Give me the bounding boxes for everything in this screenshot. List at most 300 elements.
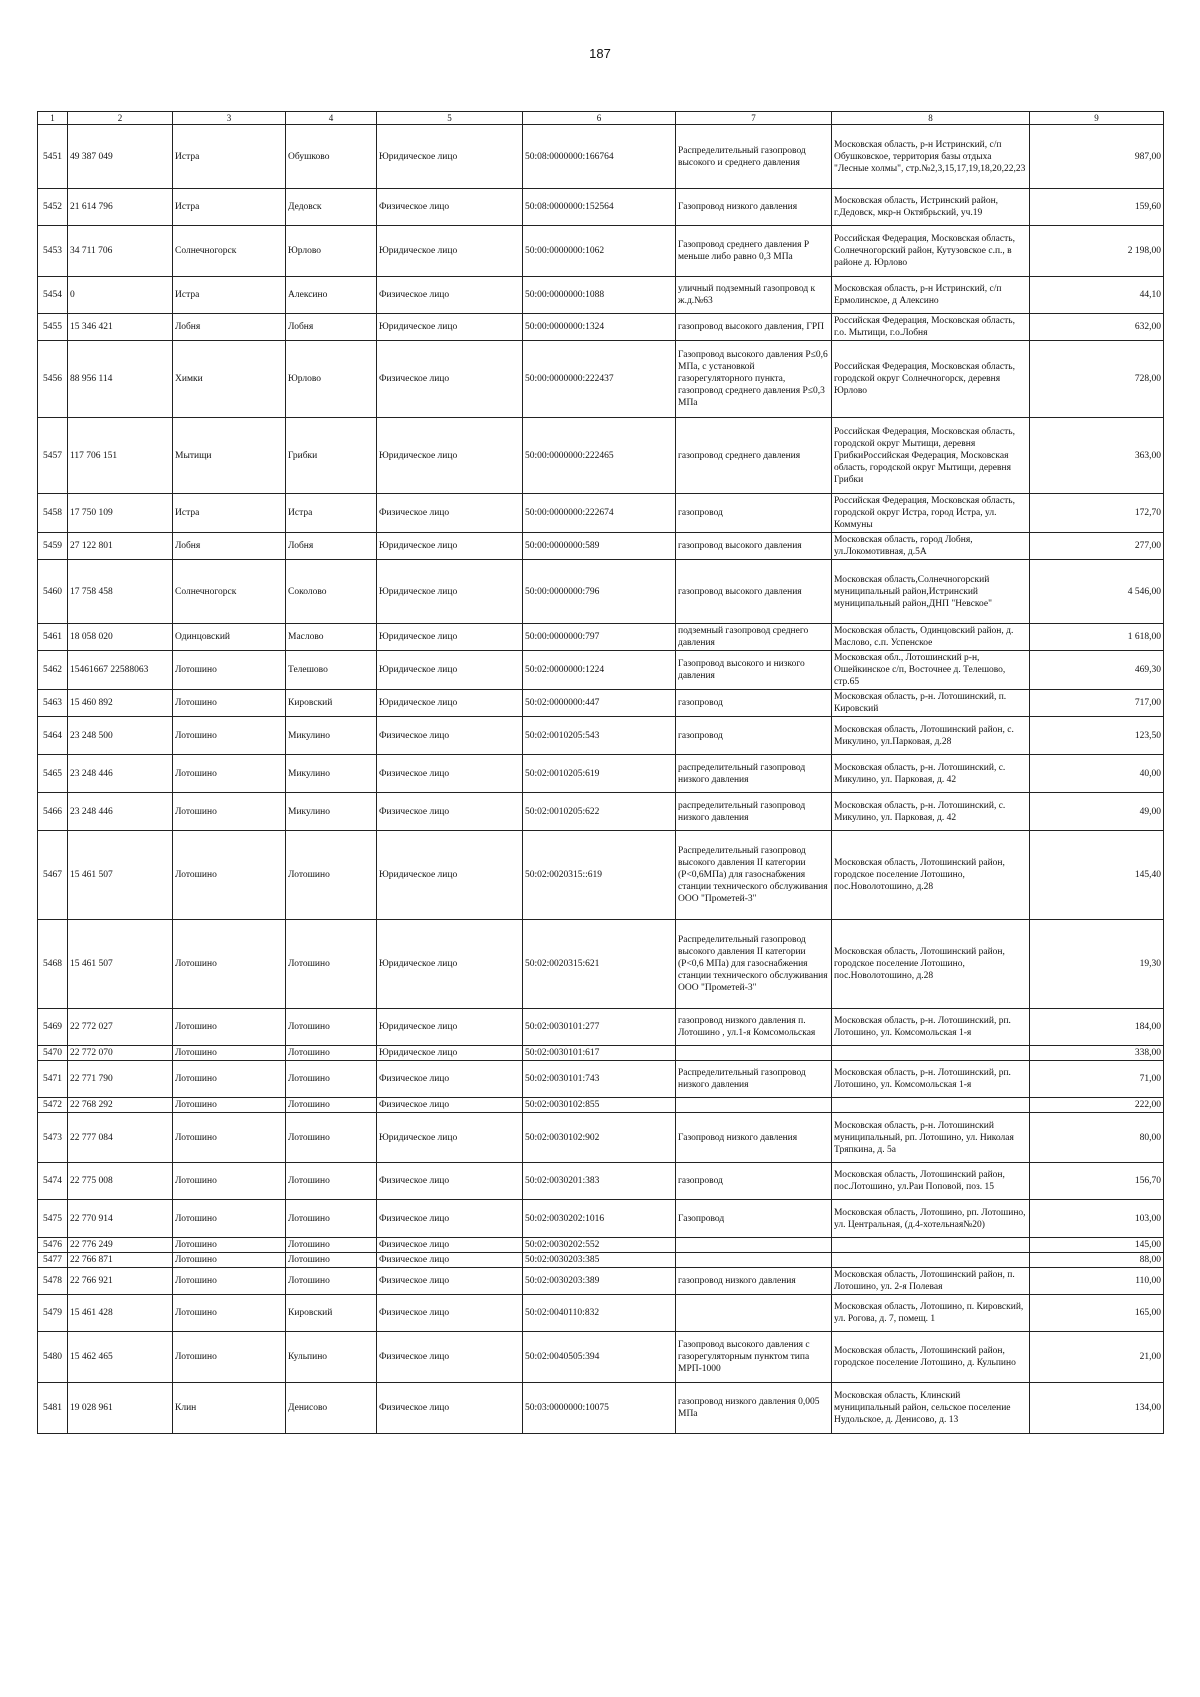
municipality-cell: Солнечногорск (173, 226, 286, 277)
owner-type-cell: Физическое лицо (377, 1383, 523, 1434)
cadastral-number-cell: 50:00:0000000:796 (523, 560, 676, 624)
municipality-cell: Химки (173, 341, 286, 418)
object-length-cell: 21,00 (1030, 1332, 1164, 1383)
municipality-cell: Лобня (173, 314, 286, 341)
owner-type-cell: Физическое лицо (377, 494, 523, 533)
municipality-cell: Лотошино (173, 1200, 286, 1238)
object-id-cell: 22 771 790 (68, 1061, 173, 1098)
municipality-cell: Лотошино (173, 1113, 286, 1163)
row-number-cell: 5469 (38, 1009, 68, 1046)
row-number-cell: 5456 (38, 341, 68, 418)
settlement-cell: Лотошино (286, 1268, 377, 1295)
owner-type-cell: Юридическое лицо (377, 418, 523, 494)
cadastral-number-cell: 50:02:0030101:743 (523, 1061, 676, 1098)
object-description-cell: газопровод высокого давления (676, 533, 832, 560)
object-length-cell: 172,70 (1030, 494, 1164, 533)
cadastral-number-cell: 50:02:0030201:383 (523, 1163, 676, 1200)
cadastral-number-cell: 50:02:0010205:619 (523, 755, 676, 793)
table-row (38, 1268, 1164, 1295)
object-description-cell: уличный подземный газопровод к ж.д.№63 (676, 277, 832, 314)
object-address-cell: Российская Федерация, Московская область, городской округ Солнечногорск, деревня Юрлово (832, 341, 1030, 418)
settlement-cell: Маслово (286, 624, 377, 651)
object-address-cell: Московская область, Лотошинский район, городское поселение Лотошино, д. Кульпино (832, 1332, 1030, 1383)
cadastral-number-cell: 50:02:0010205:622 (523, 793, 676, 831)
cadastral-number-cell: 50:00:0000000:222437 (523, 341, 676, 418)
object-description-cell: Газопровод высокого давления Р≤0,6 МПа, с установкой газорегуляторного пункта, газопровод среднего давления Р≤0,3 МПа (676, 341, 832, 418)
settlement-cell: Лотошино (286, 1163, 377, 1200)
municipality-cell: Лотошино (173, 1163, 286, 1200)
cadastral-number-cell: 50:02:0030203:389 (523, 1268, 676, 1295)
settlement-cell: Микулино (286, 717, 377, 755)
cadastral-number-cell: 50:02:0040505:394 (523, 1332, 676, 1383)
settlement-cell: Кировский (286, 1295, 377, 1332)
municipality-cell: Лотошино (173, 1268, 286, 1295)
object-description-cell: Распределительный газопровод высокого давления II категории (Р<0,6 МПа) для газоснабжения станции технического обслуживания ООО "Прометей-3" (676, 920, 832, 1009)
settlement-cell: Юрлово (286, 226, 377, 277)
object-address-cell (832, 1046, 1030, 1061)
object-id-cell: 22 770 914 (68, 1200, 173, 1238)
object-address-cell: Московская область,Солнечногорский муниципальный район,Истринский муниципальный район,ДНП "Невское" (832, 560, 1030, 624)
object-length-cell: 156,70 (1030, 1163, 1164, 1200)
object-address-cell: Российская Федерация, Московская область, городской округ Истра, город Истра, ул. Коммуны (832, 494, 1030, 533)
municipality-cell: Лотошино (173, 1295, 286, 1332)
object-id-cell: 88 956 114 (68, 341, 173, 418)
table-row (38, 560, 1164, 624)
cadastral-number-cell: 50:00:0000000:222465 (523, 418, 676, 494)
owner-type-cell: Физическое лицо (377, 793, 523, 831)
object-id-cell: 22 772 027 (68, 1009, 173, 1046)
row-number-cell: 5474 (38, 1163, 68, 1200)
settlement-cell: Дедовск (286, 189, 377, 226)
row-number-cell: 5451 (38, 125, 68, 189)
object-address-cell (832, 1238, 1030, 1253)
table-row (38, 755, 1164, 793)
object-address-cell: Московская область, Лотошино, п. Кировский, ул. Рогова, д. 7, помещ. 1 (832, 1295, 1030, 1332)
municipality-cell: Лотошино (173, 920, 286, 1009)
municipality-cell: Мытищи (173, 418, 286, 494)
object-address-cell: Московская область, Лотошинский район, городское поселение Лотошино, пос.Новолотошино, д.28 (832, 920, 1030, 1009)
object-address-cell: Московская область, р-н. Лотошинский, рп. Лотошино, ул. Комсомольская 1-я (832, 1009, 1030, 1046)
municipality-cell: Истра (173, 494, 286, 533)
cadastral-number-cell: 50:02:0030202:1016 (523, 1200, 676, 1238)
cadastral-number-cell: 50:00:0000000:1088 (523, 277, 676, 314)
column-header: 4 (286, 112, 377, 125)
municipality-cell: Лотошино (173, 1238, 286, 1253)
table-row (38, 1253, 1164, 1268)
cadastral-number-cell: 50:03:0000000:10075 (523, 1383, 676, 1434)
object-id-cell: 17 758 458 (68, 560, 173, 624)
table-row (38, 793, 1164, 831)
object-description-cell: распределительный газопровод низкого давления (676, 755, 832, 793)
cadastral-number-cell: 50:08:0000000:166764 (523, 125, 676, 189)
row-number-cell: 5453 (38, 226, 68, 277)
cadastral-number-cell: 50:02:0020315::619 (523, 831, 676, 920)
table-row (38, 1383, 1164, 1434)
cadastral-number-cell: 50:02:0040110:832 (523, 1295, 676, 1332)
cadastral-number-cell: 50:02:0030101:617 (523, 1046, 676, 1061)
object-description-cell: газопровод низкого давления 0,005 МПа (676, 1383, 832, 1434)
table-row (38, 341, 1164, 418)
object-length-cell: 40,00 (1030, 755, 1164, 793)
column-header: 7 (676, 112, 832, 125)
row-number-cell: 5479 (38, 1295, 68, 1332)
object-description-cell: Газопровод (676, 1200, 832, 1238)
object-address-cell: Московская область, Лотошинский район, п. Лотошино, ул. 2-я Полевая (832, 1268, 1030, 1295)
column-header: 8 (832, 112, 1030, 125)
row-number-cell: 5463 (38, 690, 68, 717)
object-id-cell: 19 028 961 (68, 1383, 173, 1434)
owner-type-cell: Юридическое лицо (377, 690, 523, 717)
table-row (38, 314, 1164, 341)
owner-type-cell: Юридическое лицо (377, 651, 523, 690)
object-id-cell: 15 461 507 (68, 831, 173, 920)
object-id-cell: 23 248 500 (68, 717, 173, 755)
table-row (38, 1238, 1164, 1253)
object-address-cell: Российская Федерация, Московская область, городской округ Мытищи, деревня ГрибкиРоссийская Федерация, Московская область, городской округ Мытищи, деревня Грибки (832, 418, 1030, 494)
table-row (38, 1163, 1164, 1200)
cadastral-number-cell: 50:02:0010205:543 (523, 717, 676, 755)
registry-body (38, 125, 1164, 1434)
table-row (38, 1295, 1164, 1332)
owner-type-cell: Физическое лицо (377, 755, 523, 793)
object-length-cell: 145,00 (1030, 1238, 1164, 1253)
object-length-cell: 987,00 (1030, 125, 1164, 189)
row-number-cell: 5471 (38, 1061, 68, 1098)
row-number-cell: 5466 (38, 793, 68, 831)
object-id-cell: 34 711 706 (68, 226, 173, 277)
column-header: 2 (68, 112, 173, 125)
row-number-cell: 5462 (38, 651, 68, 690)
cadastral-number-cell: 50:00:0000000:1062 (523, 226, 676, 277)
object-length-cell: 1 618,00 (1030, 624, 1164, 651)
cadastral-number-cell: 50:02:0000000:447 (523, 690, 676, 717)
owner-type-cell: Физическое лицо (377, 1295, 523, 1332)
object-description-cell (676, 1046, 832, 1061)
municipality-cell: Лотошино (173, 1046, 286, 1061)
object-description-cell: газопровод низкого давления п. Лотошино , ул.1-я Комсомольская (676, 1009, 832, 1046)
object-id-cell: 22 772 070 (68, 1046, 173, 1061)
object-address-cell: Московская область, Истринский район, г.Дедовск, мкр-н Октябрьский, уч.19 (832, 189, 1030, 226)
object-description-cell (676, 1098, 832, 1113)
table-row (38, 717, 1164, 755)
table-row (38, 1061, 1164, 1098)
table-row (38, 189, 1164, 226)
object-id-cell: 22 768 292 (68, 1098, 173, 1113)
object-address-cell (832, 1098, 1030, 1113)
table-row (38, 533, 1164, 560)
object-length-cell: 277,00 (1030, 533, 1164, 560)
object-length-cell: 49,00 (1030, 793, 1164, 831)
object-length-cell: 363,00 (1030, 418, 1164, 494)
owner-type-cell: Юридическое лицо (377, 920, 523, 1009)
object-address-cell: Московская область, р-н. Лотошинский, с. Микулино, ул. Парковая, д. 42 (832, 755, 1030, 793)
municipality-cell: Лотошино (173, 1061, 286, 1098)
settlement-cell: Обушково (286, 125, 377, 189)
settlement-cell: Алексино (286, 277, 377, 314)
owner-type-cell: Физическое лицо (377, 1098, 523, 1113)
settlement-cell: Лотошино (286, 1253, 377, 1268)
object-description-cell: газопровод (676, 690, 832, 717)
owner-type-cell: Юридическое лицо (377, 125, 523, 189)
row-number-cell: 5460 (38, 560, 68, 624)
settlement-cell: Лотошино (286, 1200, 377, 1238)
row-number-cell: 5464 (38, 717, 68, 755)
object-length-cell: 184,00 (1030, 1009, 1164, 1046)
object-description-cell (676, 1253, 832, 1268)
municipality-cell: Истра (173, 125, 286, 189)
object-id-cell: 22 766 871 (68, 1253, 173, 1268)
object-id-cell: 23 248 446 (68, 793, 173, 831)
row-number-cell: 5470 (38, 1046, 68, 1061)
cadastral-number-cell: 50:00:0000000:1324 (523, 314, 676, 341)
table-row (38, 277, 1164, 314)
object-length-cell: 103,00 (1030, 1200, 1164, 1238)
table-row (38, 1332, 1164, 1383)
object-description-cell (676, 1295, 832, 1332)
object-address-cell: Московская область, Лотошино, рп. Лотошино, ул. Центральная, (д.4-хотельная№20) (832, 1200, 1030, 1238)
table-row (38, 1046, 1164, 1061)
owner-type-cell: Физическое лицо (377, 1238, 523, 1253)
cadastral-number-cell: 50:02:0000000:1224 (523, 651, 676, 690)
settlement-cell: Микулино (286, 755, 377, 793)
row-number-cell: 5476 (38, 1238, 68, 1253)
object-id-cell: 15 461 507 (68, 920, 173, 1009)
column-header: 3 (173, 112, 286, 125)
row-number-cell: 5468 (38, 920, 68, 1009)
object-description-cell: Распределительный газопровод высокого давления II категории (Р<0,6МПа) для газоснабжения станции технического обслуживания ООО "Прометей-3" (676, 831, 832, 920)
object-description-cell: газопровод высокого давления (676, 560, 832, 624)
row-number-cell: 5478 (38, 1268, 68, 1295)
settlement-cell: Лотошино (286, 1098, 377, 1113)
settlement-cell: Телешово (286, 651, 377, 690)
object-id-cell: 117 706 151 (68, 418, 173, 494)
owner-type-cell: Физическое лицо (377, 189, 523, 226)
owner-type-cell: Физическое лицо (377, 277, 523, 314)
object-length-cell: 44,10 (1030, 277, 1164, 314)
settlement-cell: Соколово (286, 560, 377, 624)
row-number-cell: 5467 (38, 831, 68, 920)
object-description-cell: газопровод среднего давления (676, 418, 832, 494)
object-description-cell: газопровод низкого давления (676, 1268, 832, 1295)
settlement-cell: Лотошино (286, 1061, 377, 1098)
object-id-cell: 49 387 049 (68, 125, 173, 189)
object-address-cell: Московская область, Клинский муниципальный район, сельское поселение Нудольское, д. Денисово, д. 13 (832, 1383, 1030, 1434)
object-address-cell: Московская область, Лотошинский район, с. Микулино, ул.Парковая, д.28 (832, 717, 1030, 755)
object-address-cell: Московская обл., Лотошинский р-н, Ошейкинское с/п, Восточнее д. Телешово, стр.65 (832, 651, 1030, 690)
registry-table (37, 111, 1164, 1434)
object-address-cell: Московская область, Лотошинский район, городское поселение Лотошино, пос.Новолотошино, д.28 (832, 831, 1030, 920)
cadastral-number-cell: 50:02:0030102:902 (523, 1113, 676, 1163)
object-address-cell: Московская область, р-н Истринский, с/п Ермолинское, д Алексино (832, 277, 1030, 314)
object-address-cell: Московская область, Лотошинский район, пос.Лотошино, ул.Раи Поповой, поз. 15 (832, 1163, 1030, 1200)
table-row (38, 920, 1164, 1009)
column-header: 5 (377, 112, 523, 125)
table-row (38, 624, 1164, 651)
owner-type-cell: Юридическое лицо (377, 533, 523, 560)
row-number-cell: 5473 (38, 1113, 68, 1163)
row-number-cell: 5481 (38, 1383, 68, 1434)
table-row (38, 1009, 1164, 1046)
settlement-cell: Лотошино (286, 831, 377, 920)
object-length-cell: 469,30 (1030, 651, 1164, 690)
object-description-cell: Распределительный газопровод высокого и среднего давления (676, 125, 832, 189)
cadastral-number-cell: 50:00:0000000:589 (523, 533, 676, 560)
cadastral-number-cell: 50:00:0000000:797 (523, 624, 676, 651)
municipality-cell: Лотошино (173, 793, 286, 831)
object-id-cell: 27 122 801 (68, 533, 173, 560)
object-address-cell: Московская область, р-н. Лотошинский, с. Микулино, ул. Парковая, д. 42 (832, 793, 1030, 831)
table-row (38, 1113, 1164, 1163)
object-address-cell: Московская область, р-н Истринский, с/п Обушковское, территория базы отдыха "Лесные холмы", стр.№2,3,15,17,19,18,20,22,23 (832, 125, 1030, 189)
row-number-cell: 5472 (38, 1098, 68, 1113)
row-number-cell: 5452 (38, 189, 68, 226)
object-id-cell: 15 461 428 (68, 1295, 173, 1332)
header-row (38, 112, 1164, 125)
municipality-cell: Лотошино (173, 1009, 286, 1046)
column-header: 9 (1030, 112, 1164, 125)
settlement-cell: Истра (286, 494, 377, 533)
owner-type-cell: Юридическое лицо (377, 314, 523, 341)
object-id-cell: 22 766 921 (68, 1268, 173, 1295)
object-id-cell: 0 (68, 277, 173, 314)
object-description-cell: распределительный газопровод низкого давления (676, 793, 832, 831)
table-row (38, 831, 1164, 920)
owner-type-cell: Юридическое лицо (377, 1009, 523, 1046)
object-length-cell: 728,00 (1030, 341, 1164, 418)
settlement-cell: Лотошино (286, 920, 377, 1009)
cadastral-number-cell: 50:02:0020315:621 (523, 920, 676, 1009)
municipality-cell: Лотошино (173, 690, 286, 717)
object-length-cell: 717,00 (1030, 690, 1164, 717)
object-address-cell: Российская Федерация, Московская область, Солнечногорский район, Кутузовское с.п., в районе д. Юрлово (832, 226, 1030, 277)
object-description-cell: Газопровод среднего давления Р меньше либо равно 0,3 МПа (676, 226, 832, 277)
table-row (38, 226, 1164, 277)
row-number-cell: 5465 (38, 755, 68, 793)
owner-type-cell: Юридическое лицо (377, 1113, 523, 1163)
settlement-cell: Лотошино (286, 1113, 377, 1163)
owner-type-cell: Физическое лицо (377, 1253, 523, 1268)
object-address-cell: Московская область, город Лобня, ул.Локомотивная, д.5А (832, 533, 1030, 560)
owner-type-cell: Физическое лицо (377, 1268, 523, 1295)
object-length-cell: 80,00 (1030, 1113, 1164, 1163)
object-id-cell: 18 058 020 (68, 624, 173, 651)
object-address-cell: Московская область, р-н. Лотошинский, п. Кировский (832, 690, 1030, 717)
owner-type-cell: Юридическое лицо (377, 1046, 523, 1061)
object-length-cell: 19,30 (1030, 920, 1164, 1009)
settlement-cell: Лотошино (286, 1009, 377, 1046)
settlement-cell: Лотошино (286, 1238, 377, 1253)
row-number-cell: 5455 (38, 314, 68, 341)
object-length-cell: 338,00 (1030, 1046, 1164, 1061)
municipality-cell: Лотошино (173, 755, 286, 793)
row-number-cell: 5461 (38, 624, 68, 651)
owner-type-cell: Физическое лицо (377, 1200, 523, 1238)
object-description-cell: Распределительный газопровод низкого давления (676, 1061, 832, 1098)
cadastral-number-cell: 50:02:0030202:552 (523, 1238, 676, 1253)
row-number-cell: 5458 (38, 494, 68, 533)
owner-type-cell: Физическое лицо (377, 717, 523, 755)
object-id-cell: 15 346 421 (68, 314, 173, 341)
object-description-cell: подземный газопровод среднего давления (676, 624, 832, 651)
settlement-cell: Грибки (286, 418, 377, 494)
cadastral-number-cell: 50:02:0030101:277 (523, 1009, 676, 1046)
owner-type-cell: Физическое лицо (377, 1163, 523, 1200)
object-description-cell: газопровод (676, 494, 832, 533)
page-number: 187 (589, 46, 611, 61)
object-address-cell: Московская область, р-н. Лотошинский, рп. Лотошино, ул. Комсомольская 1-я (832, 1061, 1030, 1098)
object-id-cell: 22 777 084 (68, 1113, 173, 1163)
owner-type-cell: Физическое лицо (377, 1061, 523, 1098)
object-id-cell: 15461667 22588063 (68, 651, 173, 690)
municipality-cell: Истра (173, 189, 286, 226)
table-row (38, 418, 1164, 494)
municipality-cell: Одинцовский (173, 624, 286, 651)
municipality-cell: Лотошино (173, 651, 286, 690)
object-length-cell: 134,00 (1030, 1383, 1164, 1434)
table-row (38, 125, 1164, 189)
settlement-cell: Кульпино (286, 1332, 377, 1383)
municipality-cell: Лотошино (173, 831, 286, 920)
object-description-cell (676, 1238, 832, 1253)
object-length-cell: 165,00 (1030, 1295, 1164, 1332)
object-description-cell: газопровод (676, 1163, 832, 1200)
settlement-cell: Лотошино (286, 1046, 377, 1061)
object-address-cell (832, 1253, 1030, 1268)
object-description-cell: Газопровод низкого давления (676, 189, 832, 226)
settlement-cell: Юрлово (286, 341, 377, 418)
municipality-cell: Лотошино (173, 717, 286, 755)
object-length-cell: 71,00 (1030, 1061, 1164, 1098)
owner-type-cell: Юридическое лицо (377, 624, 523, 651)
table-row (38, 494, 1164, 533)
owner-type-cell: Физическое лицо (377, 1332, 523, 1383)
municipality-cell: Солнечногорск (173, 560, 286, 624)
municipality-cell: Клин (173, 1383, 286, 1434)
object-length-cell: 632,00 (1030, 314, 1164, 341)
object-address-cell: Московская область, Одинцовский район, д. Маслово, с.п. Успенское (832, 624, 1030, 651)
object-length-cell: 2 198,00 (1030, 226, 1164, 277)
object-id-cell: 22 775 008 (68, 1163, 173, 1200)
owner-type-cell: Физическое лицо (377, 341, 523, 418)
row-number-cell: 5454 (38, 277, 68, 314)
object-length-cell: 222,00 (1030, 1098, 1164, 1113)
row-number-cell: 5459 (38, 533, 68, 560)
table-row (38, 1200, 1164, 1238)
object-length-cell: 88,00 (1030, 1253, 1164, 1268)
cadastral-number-cell: 50:08:0000000:152564 (523, 189, 676, 226)
object-length-cell: 159,60 (1030, 189, 1164, 226)
table-row (38, 651, 1164, 690)
municipality-cell: Лотошино (173, 1332, 286, 1383)
settlement-cell: Лобня (286, 533, 377, 560)
object-address-cell: Московская область, р-н. Лотошинский муниципальный, рп. Лотошино, ул. Николая Тряпкина, д. 5а (832, 1113, 1030, 1163)
object-length-cell: 110,00 (1030, 1268, 1164, 1295)
row-number-cell: 5457 (38, 418, 68, 494)
municipality-cell: Лотошино (173, 1098, 286, 1113)
settlement-cell: Денисово (286, 1383, 377, 1434)
table-row (38, 1098, 1164, 1113)
owner-type-cell: Юридическое лицо (377, 226, 523, 277)
row-number-cell: 5475 (38, 1200, 68, 1238)
object-length-cell: 123,50 (1030, 717, 1164, 755)
municipality-cell: Лобня (173, 533, 286, 560)
object-id-cell: 17 750 109 (68, 494, 173, 533)
object-description-cell: газопровод (676, 717, 832, 755)
object-id-cell: 15 460 892 (68, 690, 173, 717)
object-address-cell: Российская Федерация, Московская область, г.о. Мытищи, г.о.Лобня (832, 314, 1030, 341)
owner-type-cell: Юридическое лицо (377, 560, 523, 624)
object-length-cell: 4 546,00 (1030, 560, 1164, 624)
